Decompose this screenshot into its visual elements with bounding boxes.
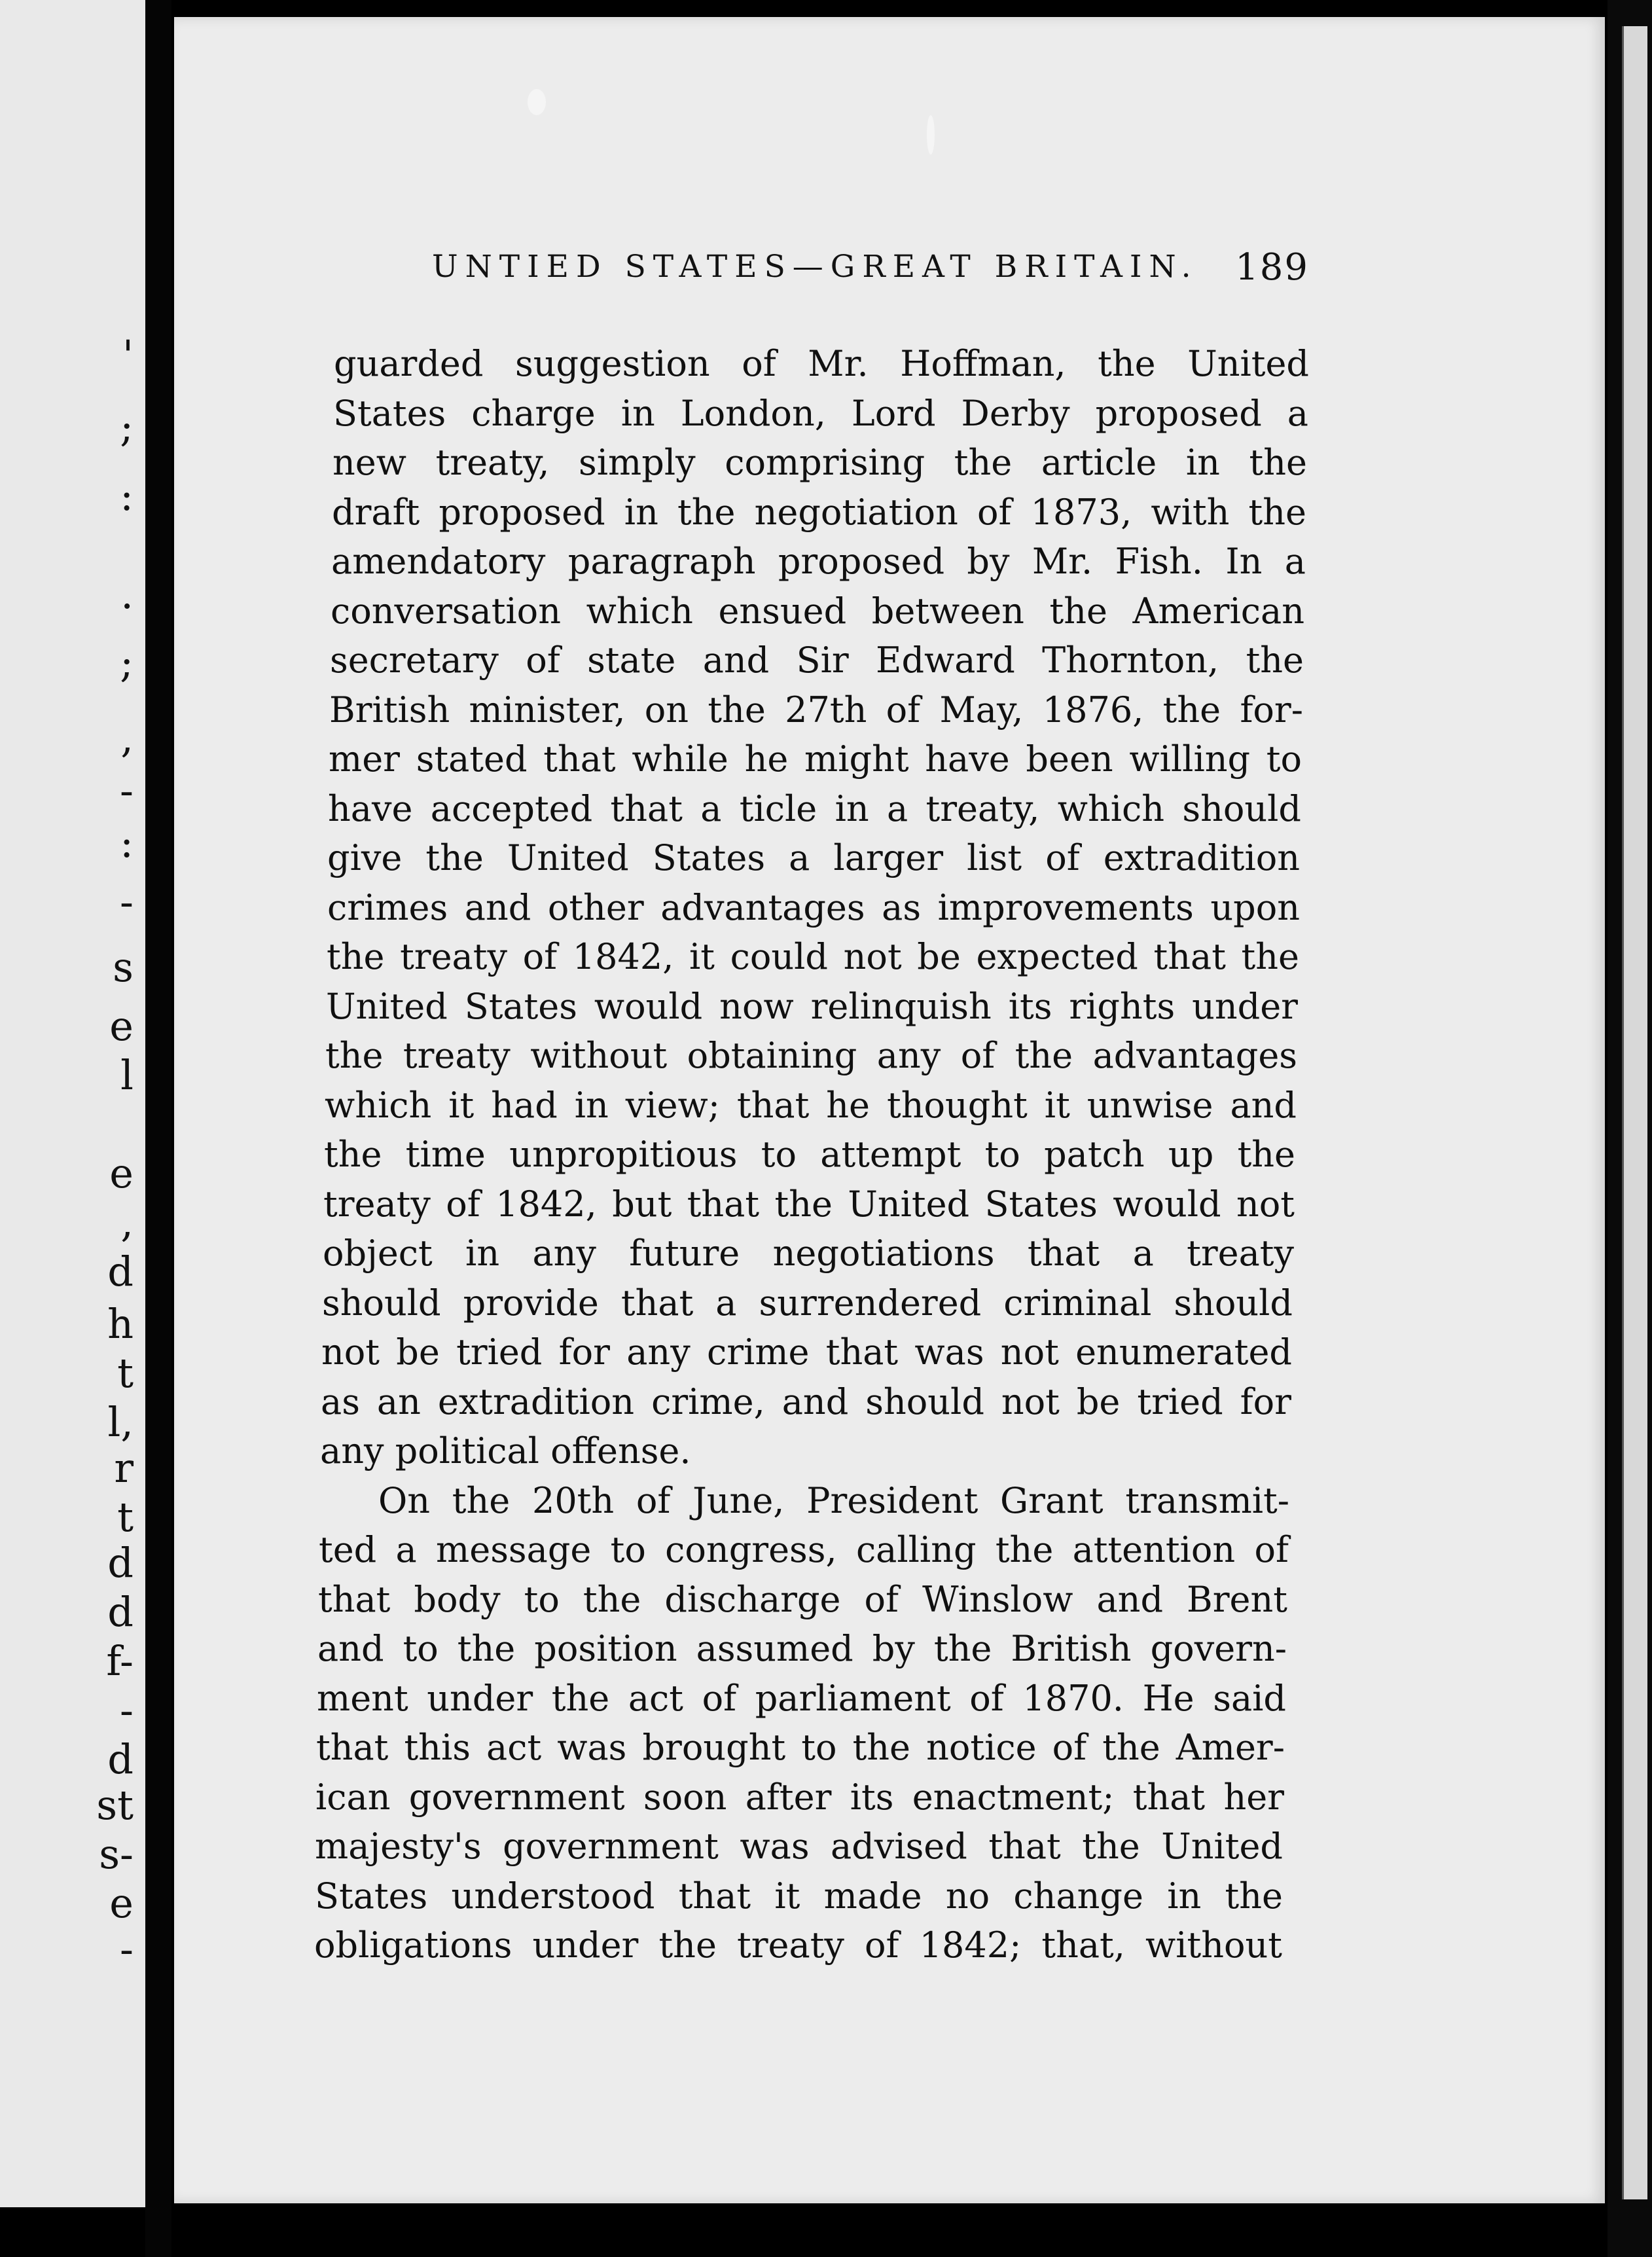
page-stack-edge <box>1607 0 1652 2257</box>
text-line: crimes and other advantages as improvements upon <box>327 887 1300 928</box>
facing-page-edge-glyph: d <box>107 1588 134 1636</box>
text-line: any political offense. <box>320 1430 691 1472</box>
facing-page-edge-glyph: - <box>120 1925 134 1973</box>
text-line: the treaty of 1842, it could not be expected that the <box>327 936 1299 977</box>
page-stack-strip <box>1622 26 1647 2199</box>
facing-page-edge-glyph: d <box>107 1248 134 1295</box>
facing-page-edge-glyph: t <box>117 1493 134 1541</box>
text-line: treaty of 1842, but that the United States would not <box>323 1183 1295 1225</box>
page-speck <box>528 89 546 115</box>
text-line: and to the position assumed by the British govern- <box>317 1628 1287 1669</box>
text-line: the treaty without obtaining any of the advantages <box>325 1035 1297 1076</box>
facing-page-edge-glyph: f- <box>106 1637 134 1685</box>
book-gutter <box>145 0 171 2257</box>
text-line: the time unpropitious to attempt to patch up the <box>324 1134 1295 1175</box>
text-line: ican government soon after its enactment; that her <box>315 1777 1284 1818</box>
text-line: United States would now relinquish its rights under <box>326 986 1298 1027</box>
facing-page-edge-glyph: : <box>120 819 134 867</box>
facing-page-edge-glyph: t <box>117 1349 134 1397</box>
text-line: guarded suggestion of Mr. Hoffman, the United <box>334 343 1309 384</box>
facing-page-edge-glyph: , <box>120 1199 134 1246</box>
text-line: States charge in London, Lord Derby proposed a <box>333 393 1308 434</box>
facing-page-edge-glyph: , <box>120 714 134 762</box>
facing-page-edge-glyph: . <box>120 570 134 618</box>
facing-page-edge-glyph: - <box>120 767 134 814</box>
facing-page-edge-glyph: - <box>120 1686 134 1734</box>
text-line: mer stated that while he might have been willing to <box>329 738 1302 780</box>
facing-page-edge-glyph: d <box>107 1539 134 1587</box>
facing-page-edge-glyph: ; <box>120 639 134 687</box>
text-line: secretary of state and Sir Edward Thornton, the <box>330 640 1304 681</box>
facing-page-edge-glyph: d <box>107 1735 134 1783</box>
facing-page-edge-glyph: st <box>96 1781 134 1829</box>
text-line: that this act was brought to the notice of the Amer- <box>316 1727 1285 1768</box>
text-line: obligations under the treaty of 1842; that, without <box>314 1924 1282 1966</box>
text-line: object in any future negotiations that a treaty <box>323 1233 1294 1274</box>
text-line: as an extradition crime, and should not be tried for <box>321 1381 1291 1422</box>
running-head-title: UNTIED STATES—GREAT BRITAIN. <box>432 249 1198 285</box>
text-line: have accepted that a ticle in a treaty, which should <box>328 788 1301 829</box>
facing-page-edge <box>0 0 148 2207</box>
text-line: should provide that a surrendered criminal should <box>322 1282 1293 1324</box>
facing-page-edge-glyph: ; <box>120 403 134 451</box>
text-line: ted a message to congress, calling the attention of <box>319 1529 1289 1570</box>
text-line: not be tried for any crime that was not enumerated <box>321 1331 1292 1373</box>
facing-page-edge-glyph: h <box>107 1300 134 1348</box>
text-line: draft proposed in the negotiation of 1873, with the <box>332 492 1306 533</box>
facing-page-edge-glyph: : <box>120 472 134 520</box>
facing-page-edge-glyph: s- <box>99 1830 134 1878</box>
facing-page-edge-glyph: e <box>109 1879 134 1927</box>
text-line: amendatory paragraph proposed by Mr. Fish. In a <box>331 541 1306 582</box>
facing-page-edge-glyph: r <box>114 1444 134 1492</box>
page-speck <box>927 115 935 154</box>
text-line: British minister, on the 27th of May, 1876, the for- <box>329 689 1303 731</box>
running-head <box>432 246 1309 295</box>
text-line: On the 20th of June, President Grant transmit- <box>378 1480 1289 1521</box>
text-line: ment under the act of parliament of 1870. He said <box>317 1678 1286 1719</box>
facing-page-edge-glyph: l <box>120 1051 134 1099</box>
facing-page-edge-glyph: s <box>113 943 134 991</box>
text-line: new treaty, simply comprising the article in the <box>332 442 1307 483</box>
page-number: 189 <box>1235 246 1309 289</box>
facing-page-edge-glyph: e <box>109 1149 134 1197</box>
facing-page-edge-glyph: - <box>120 878 134 926</box>
text-line: majesty's government was advised that the United <box>315 1826 1283 1867</box>
text-line: which it had in view; that he thought it unwise and <box>325 1085 1297 1126</box>
facing-page-edge-glyph: e <box>109 1002 134 1050</box>
text-line: that body to the discharge of Winslow and Brent <box>318 1579 1287 1620</box>
text-line: States understood that it made no change in the <box>315 1875 1283 1917</box>
text-line: conversation which ensued between the American <box>331 590 1304 632</box>
text-line: give the United States a larger list of extradition <box>327 837 1300 878</box>
facing-page-edge-glyph: l, <box>107 1398 134 1446</box>
facing-page-edge-glyph: ' <box>122 331 134 379</box>
